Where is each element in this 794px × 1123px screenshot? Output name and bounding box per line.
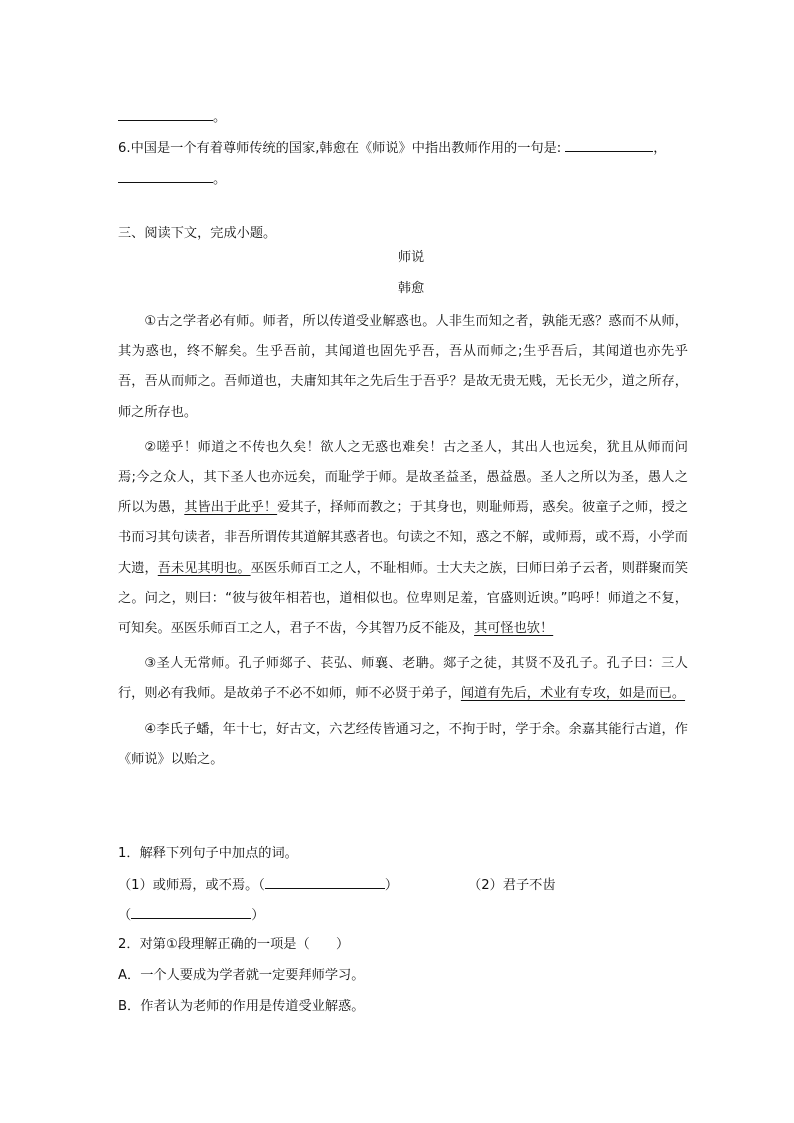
question-6-text: 6.中国是一个有着尊师传统的国家,韩愈在《师说》中指出教师作用的一句是: (118, 141, 562, 156)
paragraph-3: ③圣人无常师。孔子师郯子、苌弘、师襄、老聃。郯子之徒，其贤不及孔子。孔子曰：三人行，则必有我师。是故弟子不必不如师，师不必贤于弟子，闻道有先后，术业有专攻，如是而已。 (118, 656, 688, 702)
question-6: 6.中国是一个有着尊师传统的国家,韩愈在《师说》中指出教师作用的一句是: ， (118, 137, 666, 159)
passage (118, 307, 688, 775)
question-1-item2-answer: （ ） (118, 904, 264, 926)
top-answer-line: 。 (118, 106, 226, 128)
underlined-sentence: 其可怪也欤！ (474, 621, 554, 637)
paragraph-1: ①古之学者必有师。师者，所以传道受业解惑也。人非生而知之者，孰能无惑？惑而不从师，其为惑也，终不解矣。生乎吾前，其闻道也固先乎吾，吾从而师之;生乎吾后，其闻道也亦先乎吾，吾从而师之。吾师道也，夫庸知其年之先后生于吾乎？是故无贵无贱，无长无少，道之所存，师之所存也。 (118, 314, 688, 420)
option-a[interactable]: A．一个人要成为学者就一定要拜师学习。 (118, 968, 365, 983)
paragraph-2: ②嗟乎！师道之不传也久矣！欲人之无惑也难矣！古之圣人，其出人也远矣，犹且从师而问焉;今之众人，其下圣人也亦远矣，而耻学于师。是故圣益圣，愚益愚。圣人之所以为圣，愚人之所以为愚，其皆出于此乎！爱其子，择师而教之；于其身也，则耻师焉，惑矣。彼童子之师，授之书而习其句读者，非吾所谓传其道解其惑者也。句读之不知，惑之不解，或师焉，或不焉，小学而大遗，吾未见其明也。巫医乐师百工之人，不耻相师。士大夫之族，曰师曰弟子云者，则群聚而笑之。问之，则曰：“彼与彼年相若也，道相似也。位卑则足羞，官盛则近谀。”呜呼！师道之不复，可知矣。巫医乐师百工之人，君子不齿，今其智乃反不能及，其可怪也欤！ (118, 439, 689, 637)
passage-title: 师说 (397, 250, 425, 265)
question-1-items: （1）或师焉，或不焉。（ ） （2）君子不齿 (118, 874, 556, 896)
underlined-sentence: 吾未见其明也。 (157, 560, 251, 576)
answer-blank[interactable] (265, 874, 385, 889)
section-heading: 三、阅读下文，完成小题。 (118, 226, 277, 241)
option-b[interactable]: B．作者认为老师的作用是传道受业解惑。 (118, 999, 365, 1014)
passage-author: 韩愈 (397, 281, 425, 296)
answer-blank[interactable] (565, 137, 653, 152)
paragraph-4: ④李氏子蟠，年十七，好古文，六艺经传皆通习之，不拘于时，学于余。余嘉其能行古道，作《师说》以贻之。 (118, 721, 688, 767)
answer-blank[interactable] (118, 168, 213, 183)
underlined-sentence: 闻道有先后，术业有专攻，如是而已。 (460, 686, 686, 702)
question-1: 1．解释下列句子中加点的词。 (118, 846, 298, 861)
underlined-sentence: 其皆出于此乎！ (184, 500, 278, 516)
answer-blank[interactable] (118, 106, 213, 121)
question-6-continued: 。 (118, 168, 226, 190)
answer-blank[interactable] (131, 904, 251, 919)
question-2: 2．对第①段理解正确的一项是（ ） (118, 937, 350, 952)
